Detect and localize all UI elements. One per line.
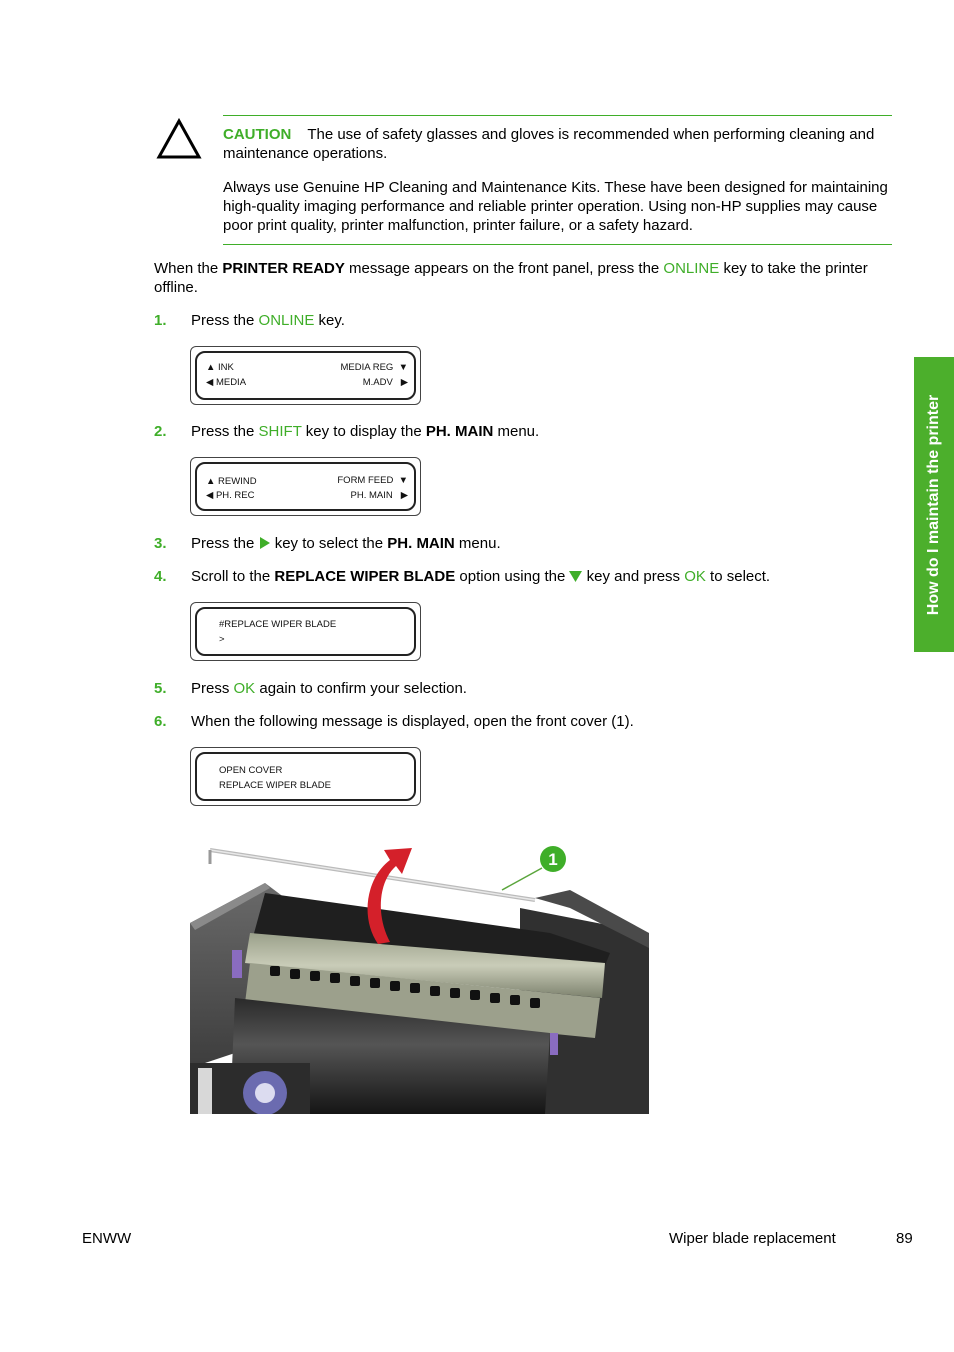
step-3-number: 3. [154,535,167,552]
step-3-text [191,534,501,553]
step-4-pre: Scroll to the [191,568,275,585]
step-4-mid: option using the [455,568,570,585]
lcd-panel-2 [190,457,421,516]
chapter-side-tab [914,357,954,652]
step-1-text [191,311,345,330]
caution-bottom-rule [223,244,892,245]
step-1-post: key. [314,312,345,329]
down-arrow-icon [569,571,582,582]
lcd-2-bottom-right: PH. MAIN ▶ [350,490,408,501]
lcd-4-line-1: OPEN COVER [219,765,283,776]
lcd-3-line-1: #REPLACE WIPER BLADE [219,619,337,630]
lcd-panel-1-screen [195,351,416,400]
lcd-panel-4-screen [195,752,416,801]
step-1-number: 1. [154,312,167,329]
lcd-panel-4 [190,747,421,806]
step-3-pre: Press the [191,535,259,552]
lcd-2-top-right: FORM FEED ▼ [337,475,408,486]
lcd-panel-2-screen [195,462,416,511]
step-4-post: to select. [705,568,771,585]
lcd-1-bottom-left: ◀ MEDIA [206,377,247,388]
lcd-2-bottom-left: ◀ PH. REC [206,490,255,501]
caution-paragraph-1 [223,125,893,163]
caution-triangle-icon [156,118,202,160]
lcd-2-top-left: ▲ REWIND [206,476,257,487]
intro-printer-ready: PRINTER READY [222,260,345,277]
step-6-text: When the following message is displayed, open the front cover (1). [191,713,634,730]
caution-top-rule [223,115,892,116]
caution-label: CAUTION [223,126,292,143]
footer-left: ENWW [82,1230,132,1247]
step-2-shift-key: SHIFT [258,423,302,440]
step-1-pre: Press the [191,312,259,329]
step-3-ph-main: PH. MAIN [387,535,455,552]
step-2-ph-main: PH. MAIN [425,423,494,440]
intro-text-pre: When the [154,260,223,277]
intro-paragraph [154,259,899,297]
step-5-text [191,679,467,698]
lcd-panel-1 [190,346,421,405]
step-6-number: 6. [154,713,167,730]
lcd-1-top-right: MEDIA REG ▼ [340,362,408,373]
step-5-pre: Press [191,680,234,697]
step-4-ok-key: OK [684,568,706,585]
step-2-text [191,422,539,441]
chapter-side-tab-label: How do I maintain the printer [925,394,942,615]
intro-text-mid: message appears on the front panel, press the [344,260,664,277]
right-arrow-icon [259,537,271,549]
step-3-mid: key to select the [270,535,388,552]
intro-online-key: ONLINE [663,260,720,277]
lcd-3-line-2: > [219,634,225,645]
step-4-text [191,567,770,586]
step-3-post: menu. [454,535,501,552]
step-2-mid: key to display the [301,423,426,440]
lcd-1-top-left: ▲ INK [206,362,234,373]
lcd-1-bottom-right: M.ADV ▶ [362,377,408,388]
callout-1-label: 1 [548,850,558,869]
step-4-mid2: key and press [582,568,685,585]
step-2-post: menu. [493,423,540,440]
lcd-4-line-2: REPLACE WIPER BLADE [219,780,331,791]
step-4-replace-wiper-blade: REPLACE WIPER BLADE [274,568,456,585]
footer-section-title: Wiper blade replacement [669,1230,836,1247]
printer-cover-illustration [190,838,649,1114]
footer-page-number: 89 [896,1230,913,1247]
step-1-online-key: ONLINE [258,312,315,329]
step-5-post: again to confirm your selection. [255,680,467,697]
step-5-ok-key: OK [233,680,256,697]
intro-text-post: key to take the printer offline. [154,260,868,296]
step-4-number: 4. [154,568,167,585]
step-2-number: 2. [154,423,167,440]
lcd-panel-3 [190,602,421,661]
caution-paragraph-2 [223,178,888,235]
lcd-panel-3-screen [195,607,416,656]
caution-text-2: Always use Genuine HP Cleaning and Maintenance Kits. These have been designed for maintaining high-quality imaging performance and reliable printer operation. Using non-HP supplies may cause poor print quality, printer malfunction, printer failure, or a safety hazard. [223,179,888,234]
step-2-pre: Press the [191,423,259,440]
caution-text-1: The use of safety glasses and gloves is recommended when performing cleaning and maintenance operations. [223,126,875,162]
step-5-number: 5. [154,680,167,697]
